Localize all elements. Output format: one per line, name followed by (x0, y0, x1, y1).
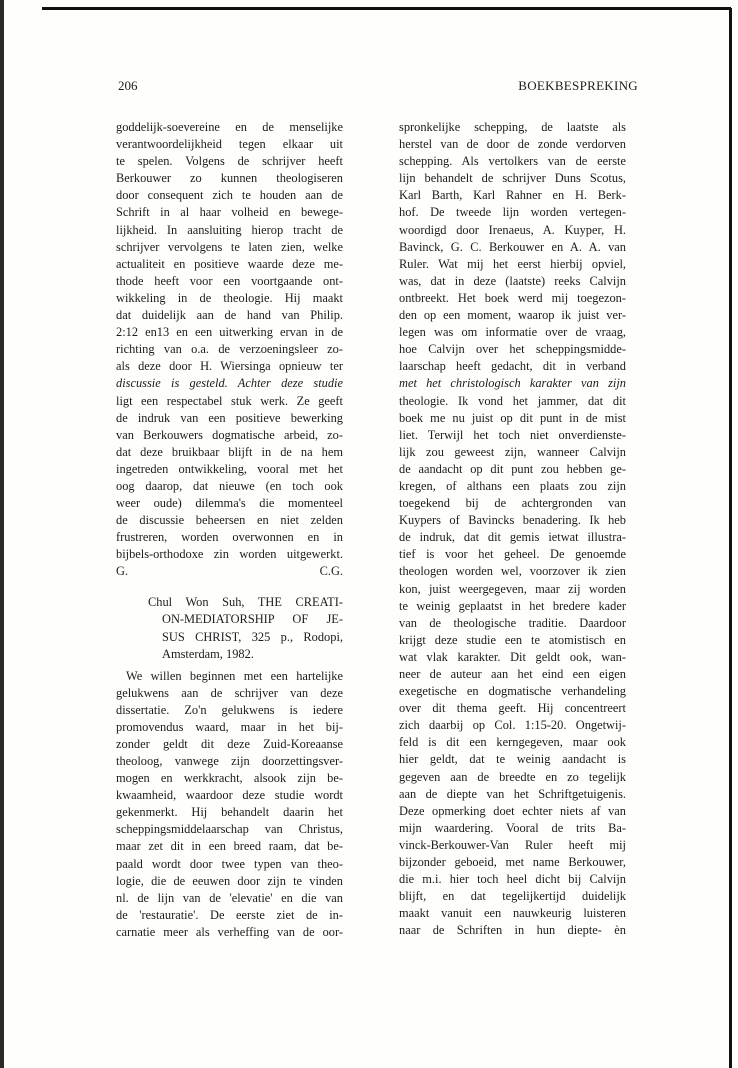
text-line: de discussie beheersen en niet zelden (116, 513, 343, 528)
text-line: krijgt deze studie een te atomistisch en (399, 632, 626, 647)
text-line: mijn waardering. Vooral de trits Ba- (399, 820, 626, 835)
left-column (116, 119, 343, 941)
page-left-shadow (0, 0, 4, 1068)
text-line: lijkheid. In aansluiting hierop tracht de (116, 222, 343, 237)
text-line: Schrift in al haar volheid en bewege- (116, 205, 343, 220)
text-line: te weinig geplaatst in het bredere kader (399, 598, 626, 613)
text-line: wat vlak karakter. Dit geldt ook, wan- (399, 649, 626, 664)
section-title: BOEKBESPREKING (518, 78, 638, 93)
text-line: door consequent zich te houden aan de (116, 188, 343, 203)
text-line: Bavinck, G. C. Berkouwer en A. A. van (399, 239, 626, 254)
text-line: de indruk van een positieve bewerking (116, 410, 343, 425)
text-line: dat duidelijk aan de hand van Philip. (116, 308, 343, 323)
text-line: bijbels-orthodoxe zin worden uitgewerkt. (116, 547, 343, 562)
text-line: dissertatie. Zo'n gelukwens is iedere (116, 702, 343, 717)
review-2-text (116, 668, 343, 942)
running-head (118, 78, 638, 100)
page-number: 206 (118, 78, 138, 93)
text-line: zonder geldt dit deze Zuid-Koreaanse (116, 736, 343, 751)
text-line: zich daarbij op Col. 1:15-20. Ongetwij- (399, 718, 626, 733)
text-line: dat deze bruikbaar blijft in de na hem (116, 444, 343, 459)
text-line: weer oude) dilemma's die momenteel (116, 496, 343, 511)
text-line: frustreren, worden overwonnen en in (116, 530, 343, 545)
text-line: hof. De tweede lijn worden vertegen- (399, 205, 626, 220)
text-line: promovendus waard, maar in het bij- (116, 719, 343, 734)
text-line: maakt vanuit een nauwkeurig luisteren (399, 906, 626, 921)
text-line: de 'restauratie'. De eerste ziet de in- (116, 907, 343, 922)
text-line: legen was om informatie over de vraag, (399, 325, 626, 340)
right-column (399, 119, 626, 940)
text-line: hier geldt, dat te weinig aandacht is (399, 752, 626, 767)
text-line: vinck-Berkouwer-Van Ruler heeft mij (399, 837, 626, 852)
review-1-text (116, 119, 343, 581)
text-line: toegekend bij de achtergronden van (399, 496, 626, 511)
text-line: boek me nu juist op dit punt in de mist (399, 410, 626, 425)
text-line: Ruler. Wat mij het eerst hierbij opviel, (399, 256, 626, 271)
reviewer-initials: C.G. (319, 564, 343, 579)
book-citation-line: Amsterdam, 1982. (162, 647, 254, 662)
book-citation-line: SUS CHRIST, 325 p., Rodopi, (162, 629, 343, 644)
text-line: We willen beginnen met een hartelijke (126, 668, 343, 683)
text-line: aan de diepte van het Schriftgetuigenis. (399, 786, 626, 801)
text-line: theoloog, vanwege zijn doorzettingsver- (116, 754, 343, 768)
text-line: Kuypers of Bavincks benadering. Ik heb (399, 513, 626, 528)
text-line: logie, die de eeuwen door zijn te vinden (116, 873, 343, 888)
text-line: lijk zou geweest zijn, wanneer Calvijn (399, 444, 626, 459)
text-line: schrijver vervolgens te laten zien, welke (116, 239, 343, 254)
text-line: actualiteit en positieve waarde deze me- (116, 256, 343, 271)
book-citation-line: ON-MEDIATORSHIP OF JE- (162, 612, 343, 627)
text-line: neer de auteur aan het eind een eigen (399, 667, 626, 681)
text-line: gelukwens aan de schrijver van deze (116, 685, 343, 700)
text-line: blijft, en dat tegelijkertijd duidelijk (399, 889, 626, 904)
review-signature-line (116, 563, 343, 580)
review-2-bibliographic-header (148, 594, 343, 664)
text-line-italic: discussie is gesteld. Achter deze studie (116, 376, 343, 391)
text-line: ligt een respectabel stuk werk. Ze geeft (116, 393, 343, 408)
book-citation-line: Chul Won Suh, THE CREATI- (148, 594, 343, 609)
text-line: van de theologische traditie. Daardoor (399, 615, 626, 630)
text-line: goddelijk-soevereine en de menselijke (116, 120, 343, 134)
text-line: herstel van de door de zonde verdorven (399, 137, 626, 152)
text-line: theologie. Ik vond het jammer, dat dit (399, 393, 626, 408)
text-line: naar de Schriften in hun diepte- èn (399, 923, 626, 938)
text-line: nl. de lijn van de 'elevatie' en die van (116, 890, 343, 905)
text-line: Deze opmerking doet echter niets af van (399, 803, 626, 818)
text-line-italic: met het christologisch karakter van zijn (399, 376, 626, 391)
text-line: die m.i. hier toch heel dicht bij Calvijn (399, 872, 626, 887)
text-line: hoe Calvijn over het scheppingsmidde- (399, 342, 626, 357)
text-line: maar zet dit in een breed raam, dat be- (116, 839, 343, 854)
text-line: bijzonder geboeid, met name Berkouwer, (399, 855, 626, 870)
text-line: Karl Barth, Karl Rahner en H. Berk- (399, 188, 626, 203)
text-line: Berkouwer zo kunnen theologiseren (116, 171, 343, 186)
text-line: lijn behandelt de schrijver Duns Scotus, (399, 171, 626, 186)
text-line: spronkelijke schepping, de laatste als (399, 120, 626, 134)
text-line: thode heeft voor een voortgaande ont- (116, 273, 343, 288)
page-top-edge (42, 7, 731, 10)
text-line: liet. Terwijl het toch niet onverdienste- (399, 427, 626, 442)
text-line: oog daarop, dat nieuwe (en toch ook (116, 478, 343, 493)
text-line: kwaamheid, waardoor deze studie wordt (116, 788, 343, 803)
text-line: ingetreden ontwikkeling, vooral met het (116, 461, 343, 476)
text-line: laarschap heeft gedacht, dit in verband (399, 359, 626, 374)
text-line: feld is dit een kerngegeven, maar ook (399, 735, 626, 750)
text-line: richting van o.a. de verzoeningsleer zo- (116, 342, 343, 357)
text-line: tief is voor het geheel. De genoemde (399, 547, 626, 562)
signature-initial: G. (116, 564, 129, 579)
text-line: over dit thema geeft. Hij concentreert (399, 701, 626, 716)
text-line: schepping. Als vertolkers van de eerste (399, 154, 626, 169)
page-right-edge (729, 8, 732, 1068)
text-line: ontbreekt. Het boek werd mij toegezon- (399, 290, 626, 305)
text-line: den op een moment, waarop ik juist ver- (399, 308, 626, 323)
text-line: de indruk, dat dit gemis ietwat illustra- (399, 530, 626, 545)
text-line: scheppingsmiddelaarschap van Christus, (116, 822, 343, 837)
text-line: theologen worden wel, voorzover ik zien (399, 564, 626, 579)
text-line: 2:12 en13 en een uitwerking ervan in de (116, 325, 343, 340)
text-line: mogen en werkkracht, alsook zijn be- (116, 771, 343, 786)
text-line: gekenmerkt. Hij behandelt daarin het (116, 805, 343, 820)
text-line: kon, juist weergegeven, maar zij worden (399, 581, 626, 596)
text-line: verantwoordelijkheid tegen elkaar uit (116, 137, 343, 152)
text-line: gegeven aan de breedte en zo tegelijk (399, 769, 626, 784)
text-line: carnatie meer als verheffing van de oor- (116, 924, 343, 939)
text-line: als deze door H. Wiersinga opnieuw ter (116, 359, 343, 374)
text-line: te spelen. Volgens de schrijver heeft (116, 154, 343, 169)
text-line: wikkeling in de theologie. Hij maakt (116, 290, 343, 305)
text-line: was, dat in deze (laatste) reeks Calvijn (399, 273, 626, 288)
text-line: woordigd door Irenaeus, A. Kuyper, H. (399, 222, 626, 237)
text-line: van Berkouwers dogmatische arbeid, zo- (116, 427, 343, 442)
text-line: exegetische en dogmatische verhandeling (399, 684, 626, 699)
text-line: de aandacht op dit punt zou hebben ge- (399, 461, 626, 476)
text-line: paald wordt door twee typen van theo- (116, 856, 343, 871)
text-line: kregen, of althans een plaats zou zijn (399, 478, 626, 493)
